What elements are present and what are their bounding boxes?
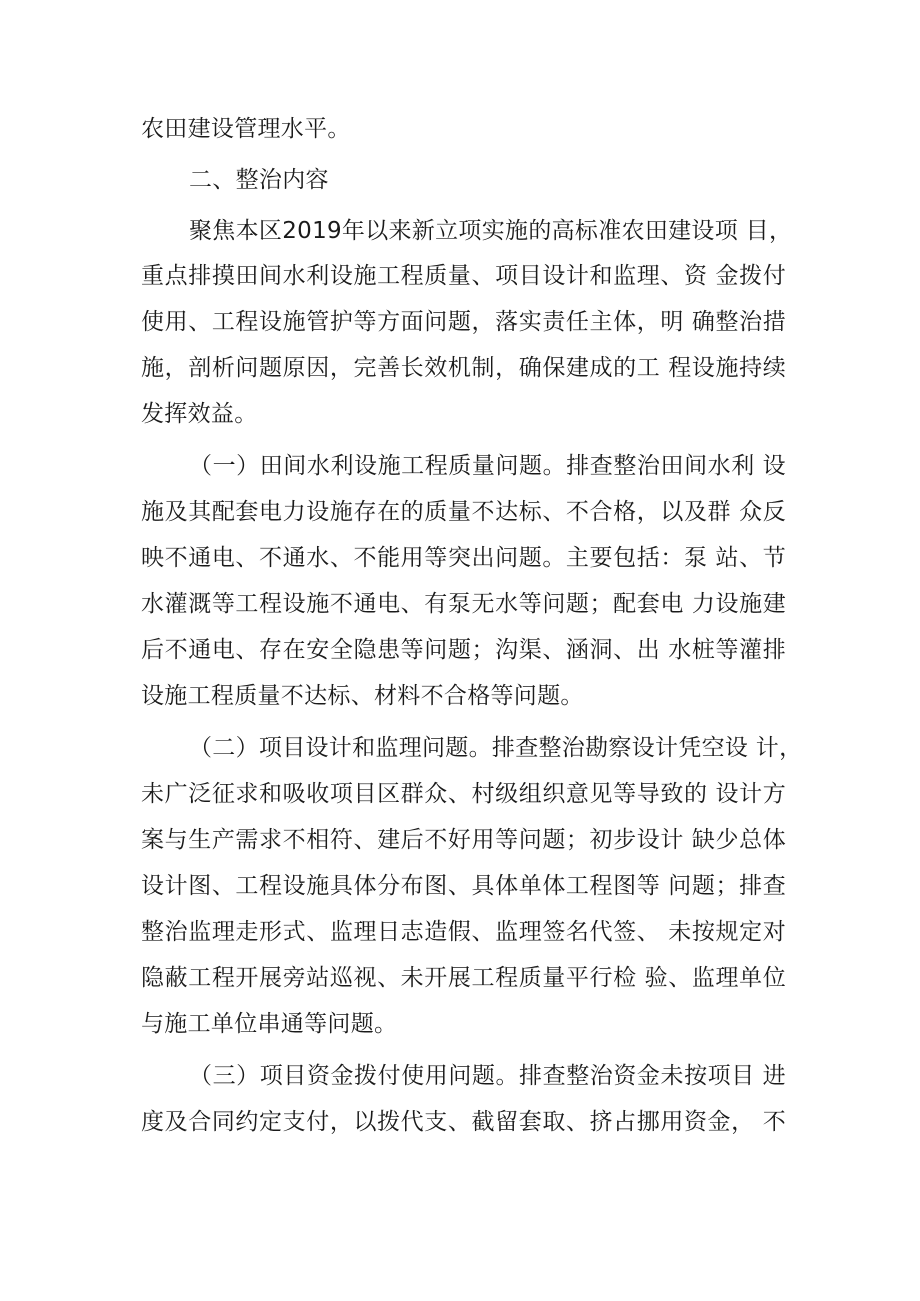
paragraph-line: （三）项目资金拨付使用问题。排查整治资金未按项目 进 <box>189 1063 786 1089</box>
paragraph-line: 重点排摸田间水利设施工程质量、项目设计和监理、资 金拨付 <box>141 263 786 289</box>
paragraph-line: 水灌溉等工程设施不通电、有泵无水等问题；配套电 力设施建 <box>141 591 786 617</box>
section-heading: 二、整治内容 <box>189 167 329 193</box>
paragraph-line: 设计图、工程设施具体分布图、具体单体工程图等 问题；排查 <box>141 873 786 899</box>
paragraph-line: （一）田间水利设施工程质量问题。排查整治田间水利 设 <box>189 453 786 479</box>
paragraph-line: 度及合同约定支付，以拨代支、截留套取、挤占挪用资金， 不 <box>141 1109 786 1135</box>
paragraph-line: 设施工程质量不达标、材料不合格等问题。 <box>141 683 584 709</box>
paragraph-line: 施，剖析问题原因，完善长效机制，确保建成的工 程设施持续 <box>141 355 786 381</box>
paragraph-line: 农田建设管理水平。 <box>141 116 351 142</box>
paragraph-line: （二）项目设计和监理问题。排查整治勘察设计凭空设 计， <box>189 735 803 761</box>
paragraph-line: 发挥效益。 <box>141 401 258 427</box>
paragraph-line: 后不通电、存在安全隐患等问题；沟渠、涵洞、出 水桩等灌排 <box>141 637 786 663</box>
paragraph-line: 施及其配套电力设施存在的质量不达标、不合格，以及群 众反 <box>141 499 786 525</box>
paragraph-line: 与施工单位串通等问题。 <box>141 1011 398 1037</box>
paragraph-line: 映不通电、不通水、不能用等突出问题。主要包括：泵 站、节 <box>141 545 786 571</box>
paragraph-line: 案与生产需求不相符、建后不好用等问题；初步设计 缺少总体 <box>141 827 786 853</box>
paragraph-line: 整治监理走形式、监理日志造假、监理签名代签、 未按规定对 <box>141 919 786 945</box>
paragraph-line: 使用、工程设施管护等方面问题，落实责任主体，明 确整治措 <box>141 309 786 335</box>
paragraph-line: 聚焦本区2019年以来新立项实施的高标准农田建设项 目， <box>189 218 793 244</box>
paragraph-line: 隐蔽工程开展旁站巡视、未开展工程质量平行检 验、监理单位 <box>141 965 786 991</box>
paragraph-line: 未广泛征求和吸收项目区群众、村级组织意见等导致的 设计方 <box>141 781 786 807</box>
